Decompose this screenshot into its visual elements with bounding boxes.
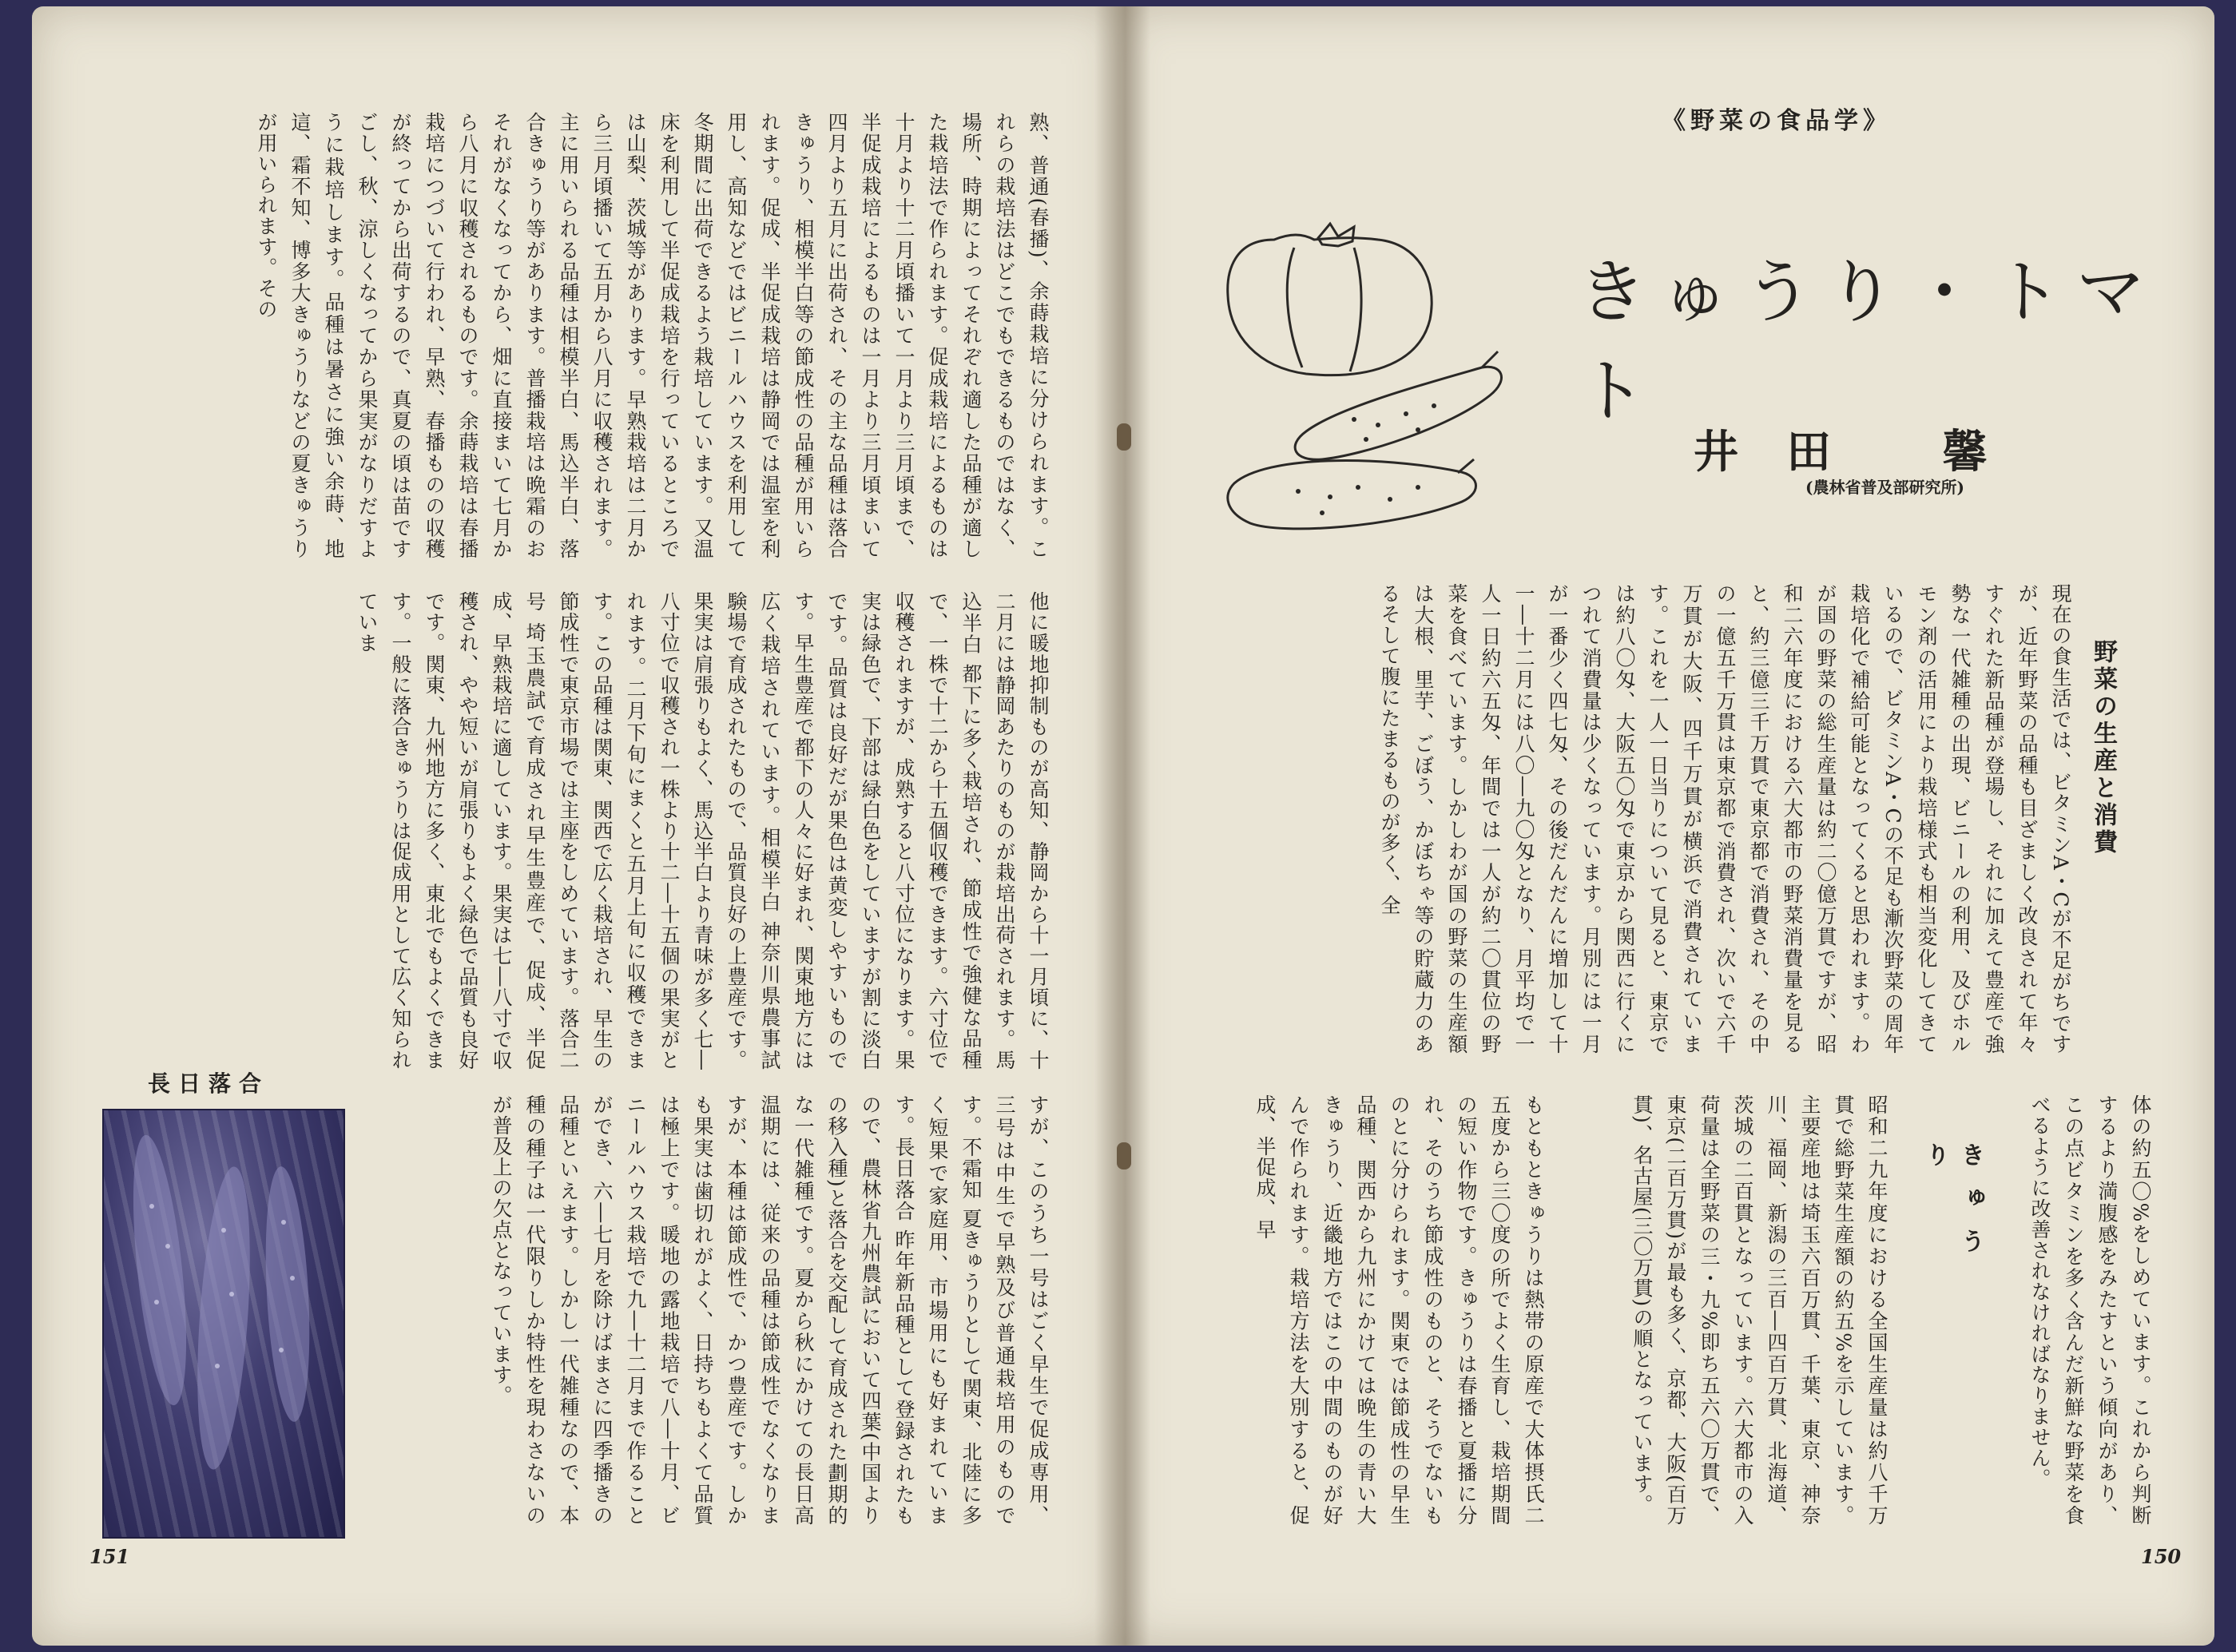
cucumber-photo-image <box>104 1110 344 1537</box>
article-title: きゅうり・トマト <box>1578 252 2159 431</box>
page-number-left: 151 <box>89 1545 130 1568</box>
heading-production-consumption: 野菜の生産と消費 <box>2089 639 2117 856</box>
left-body-middle: 他に暖地抑制ものが高知、静岡から十一月頃に、十二月には静岡あたりのものが栽培出荷されます。馬込半白 都下に多く栽培され、節成性で強健な品種で、一株で十二から十五個収穫できます。六寸位で収穫されますが、成熟すると八寸位になります。果実は緑色で、下部は緑白色をしていますが割に淡白です。品質は良好だが果色は黄変しやすいものです。早生豊産で都下の人々に好まれ、関東地方には広く栽培されています。相模半白 神奈川県農事試験場で育成されたもので、品質良好の上豊産です。果実は肩張りもよく、馬込半白より青味が多く七―八寸位で収穫され一株より十二―十五個の果実がとれます。二月下旬にまくと五月上旬に収穫できます。この品種は関東、関西で広く栽培され、早生の節成性で東京市場では主座をしめています。落合二号 埼玉農試で育成され早生豊産で、促成、半促成、早熟栽培に適しています。果実は七―八寸で収穫され、やや短いが肩張りもよく緑色で品質も良好です。関東、九州地方に多く、東北でもよくできます。一般に落合きゅうりは促成用として広く知られていま <box>355 591 1050 1070</box>
left-body-lower: すが、このうち一号はごく早生で促成専用、三号は中生で早熟及び普通栽培用のものです。不霜知 夏きゅうりとして関東、北陸に多く短果で家庭用、市場用にも好まれています。長日落合 昨年新品種として登録されたもので、農林省九州農試において四葉(中国よりの移入種)と落合を交配して育成された劃期的な一代雑種です。夏から秋にかけての長日高温期には、従来の品種は節成性でなくなりますが、本種は節成性で、かつ豊産です。しかも果実は歯切れがよく、日持ちもよくて品質は極上です。暖地の露地栽培で八―十月、ビニールハウス栽培で九―十二月まで作ることができ、六―七月を除けばまさに四季播きの品種といえます。しかし一代雑種なので、本種の種子は一代限りしか特性を現わさないのが普及上の欠点となっています。 <box>490 1094 1050 1526</box>
cucumber-photo <box>102 1109 345 1539</box>
page-number-right: 150 <box>2141 1545 2182 1568</box>
book-gutter <box>1094 6 1150 1646</box>
author-affiliation: (農林省普及部研究所) <box>1805 478 1964 497</box>
cucumber-lower <box>1228 460 1476 528</box>
binding-staple-top <box>1117 423 1131 451</box>
right-body-lower-2: 昭和二九年度における全国生産量は約八千万貫で総野菜生産額の約五%を示しています。主要産地は埼玉六百万貫、千葉、東京、神奈川、福岡、新潟の三百―四百万貫、北海道、茨城の二百貫となっています。六大都市の入荷量は全野菜の三・九%即ち五六〇万貫で、東京(二百万貫)が最も多く、京都、大阪(百万貫)、名古屋(三〇万貫)の順となっています。 <box>1630 1094 1888 1526</box>
cucumber-tomato-illustration <box>1218 216 1514 551</box>
photo-caption: 長日落合 <box>148 1070 270 1097</box>
left-body-upper: 熟、普通(春播)、余蒔栽培に分けられます。これらの栽培法はどこでもできるものではなく、場所、時期によってそれぞれ適した品種が適した栽培法で作られます。促成栽培によるものは十月より十二月頃播いて一月より三月頃まで、半促成栽培によるものは一月より三月頃まいて四月より五月に出荷され、その主な品種は落合きゅうり、相模半白等の節成性の品種が用いられます。促成、半促成栽培は静岡では温室を利用し、高知などではビニールハウスを利用して冬期間に出荷できるよう栽培しています。又温床を利用して半促成栽培を行っているところでは山梨、茨城等があります。早熟栽培は二月から三月頃播いて五月から八月に収穫されます。主に用いられる品種は相模半白、馬込半白、落合きゅうり等があります。普播栽培は晩霜のおそれがなくなってから、畑に直接まいて七月から八月に収穫されるものです。余蒔栽培は春播栽培につづいて行われ、早熟、春播ものの収穫が終ってから出荷するので、真夏の頃は苗ですごし、秋、涼しくなってから果実がなりだすように栽培します。品種は暑さに強い余蒔、地這、霜不知、博多大きゅうりなどの夏きゅうりが用いられます。その <box>255 112 1050 559</box>
tomato-outline <box>1228 235 1432 375</box>
right-body-lower-3: もともときゅうりは熱帯の原産で大体摂氏二五度から三〇度の所でよく生育し、栽培期間の短い作物です。きゅうりは春播と夏播に分れ、そのうち節成性のものと、そうでないものとに分けられます。関東では節成性の早生品種、関西から九州にかけては晩生の青い大きゅうり、近畿地方ではこの中間のものが好んで作られます。栽培方法を大別すると、促成、半促成、早 <box>1253 1094 1545 1526</box>
binding-staple-bottom <box>1117 1142 1131 1170</box>
right-body-lower-1: 体の約五〇%をしめています。これから判断するより満腹感をみたすという傾向があり、この点ビタミンを多く含んだ新鮮な野菜を食べるように改善されなければなりません。 <box>2028 1094 2152 1526</box>
tomato-calyx <box>1318 224 1354 246</box>
right-body-upper: 現在の食生活では、ビタミンA・Cが不足がちですが、近年野菜の品種も目ざましく改良されて年々すぐれた新品種が登場し、それに加えて豊産で強勢な一代雑種の出現、ビニールの利用、及びホルモン剤の活用により栽培様式も相当変化してきているので、ビタミンA・Cの不足も漸次野菜の周年栽培化で補給可能となってくると思われます。わが国の野菜の総生産量は約二〇億万貫ですが、昭和二六年度における六大都市の野菜消費量を見ると、約三億三千万貫で東京都で消費され、その中の一億五千万貫は東京都で消費され、次いで六千万貫が大阪、四千万貫が横浜で消費されています。これを一人一日当りについて見ると、東京では約八〇匁、大阪五〇匁で東京から関西に行くにつれて消費量は少くなっています。月別には一月が一番少く四七匁、その後だんだんに増加して十一―十二月には八〇―九〇匁となり、月平均で一人一日約六五匁、年間では一人が約二〇貫位の野菜を食べています。しかしわが国の野菜の生産額は大根、里芋、ごぼう、かぼちゃ等の貯蔵力のあるそして腹にたまるものが多く、全 <box>1378 583 2072 1054</box>
cucumber-upper <box>1295 367 1501 459</box>
heading-cucumber: きゅうり <box>1921 1142 1984 1272</box>
author-name: 井田 馨 <box>1694 426 2035 479</box>
series-title: 《野菜の食品学》 <box>1662 107 1892 135</box>
